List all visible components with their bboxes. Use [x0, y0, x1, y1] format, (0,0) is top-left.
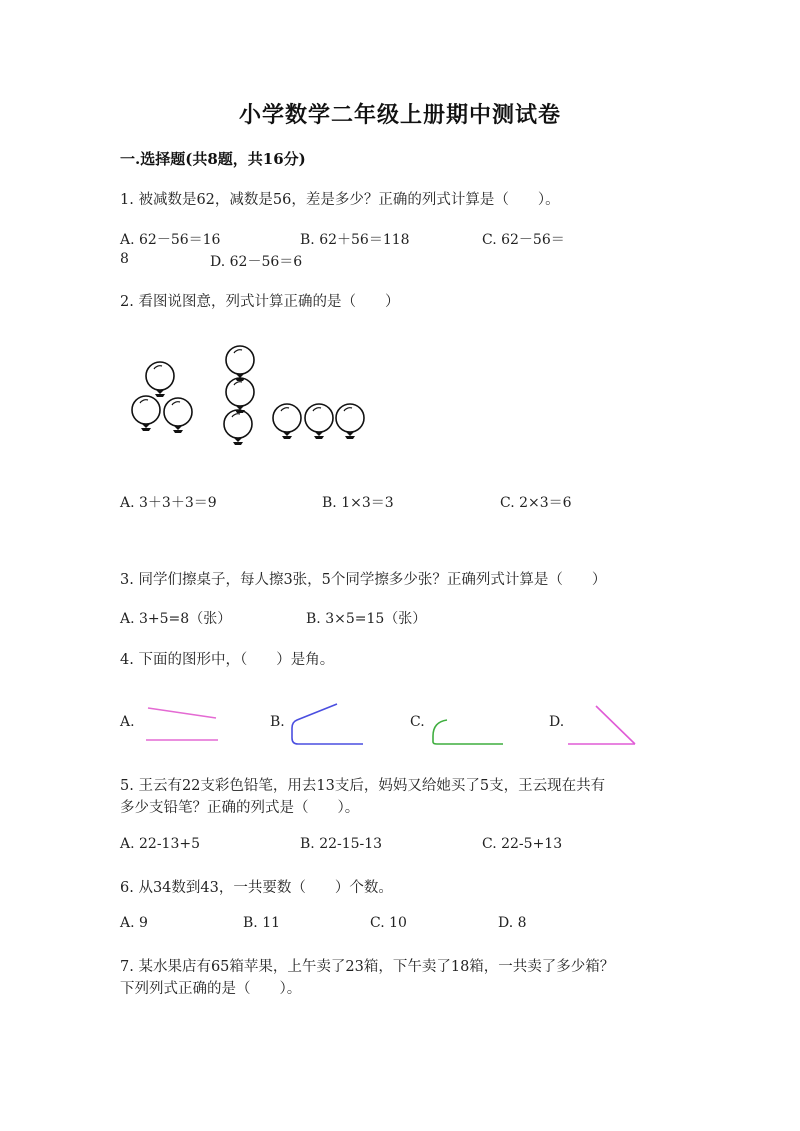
q1-option-c-wrap: 8: [120, 251, 129, 267]
balloon-icon: [226, 378, 254, 413]
q6-option-c: C. 10: [370, 915, 407, 931]
balloon-icon: [305, 404, 333, 439]
question-1-stem: 1. 被减数是62，减数是56，差是多少？正确的列式计算是（ ）。: [120, 192, 560, 208]
q1-option-c: C. 62－56＝: [482, 232, 565, 248]
balloon-icon: [164, 398, 192, 433]
q2-option-c: C. 2×3＝6: [500, 495, 572, 511]
angle-figure-a: [140, 700, 230, 750]
question-3-stem: 3. 同学们擦桌子，每人擦3张，5个同学擦多少张？正确列式计算是（ ）: [120, 572, 607, 588]
question-2-stem: 2. 看图说图意，列式计算正确的是（ ）: [120, 294, 400, 310]
question-5-stem-line2: 多少支铅笔？正确的列式是（ ）。: [120, 800, 360, 816]
angle-figure-c: [425, 712, 515, 752]
q5-option-c: C. 22-5+13: [482, 836, 563, 852]
balloon-icon: [132, 396, 160, 431]
section-heading: 一.选择题(共8题，共16分): [120, 150, 306, 168]
q3-option-a: A. 3+5=8（张）: [120, 611, 232, 627]
balloon-icon: [224, 410, 252, 445]
q5-option-a: A. 22-13+5: [120, 836, 201, 852]
q1-option-a: A. 62－56＝16: [120, 232, 221, 248]
q4-option-a: A.: [120, 714, 135, 730]
q4-option-b: B.: [270, 714, 285, 730]
question-6-stem: 6. 从34数到43，一共要数（ ）个数。: [120, 880, 393, 896]
q1-option-b: B. 62＋56＝118: [300, 232, 410, 248]
q4-option-d: D.: [549, 714, 565, 730]
q2-option-a: A. 3＋3＋3＝9: [120, 495, 217, 511]
balloon-icon: [273, 404, 301, 439]
q6-option-b: B. 11: [243, 915, 281, 931]
question-7-stem-line1: 7. 某水果店有65箱苹果，上午卖了23箱，下午卖了18箱，一共卖了多少箱？: [120, 959, 615, 975]
page-title: 小学数学二年级上册期中测试卷: [238, 102, 561, 128]
angle-figure-d: [562, 700, 652, 752]
balloon-icon: [336, 404, 364, 439]
q6-option-d: D. 8: [498, 915, 527, 931]
q3-option-b: B. 3×5=15（张）: [306, 611, 427, 627]
q4-option-c: C.: [410, 714, 425, 730]
q1-option-d: D. 62－56＝6: [210, 254, 303, 270]
q5-option-b: B. 22-15-13: [300, 836, 383, 852]
question-7-stem-line2: 下列列式正确的是（ ）。: [120, 981, 302, 997]
balloon-icon: [226, 346, 254, 381]
question-4-stem: 4. 下面的图形中，（ ）是角。: [120, 652, 335, 668]
q6-option-a: A. 9: [120, 915, 148, 931]
balloon-icon: [146, 362, 174, 397]
question-5-stem-line1: 5. 王云有22支彩色铅笔，用去13支后，妈妈又给她买了5支，王云现在共有: [120, 778, 606, 794]
q2-option-b: B. 1×3＝3: [322, 495, 394, 511]
angle-figure-b: [285, 700, 375, 750]
balloon-figure: [118, 342, 378, 452]
